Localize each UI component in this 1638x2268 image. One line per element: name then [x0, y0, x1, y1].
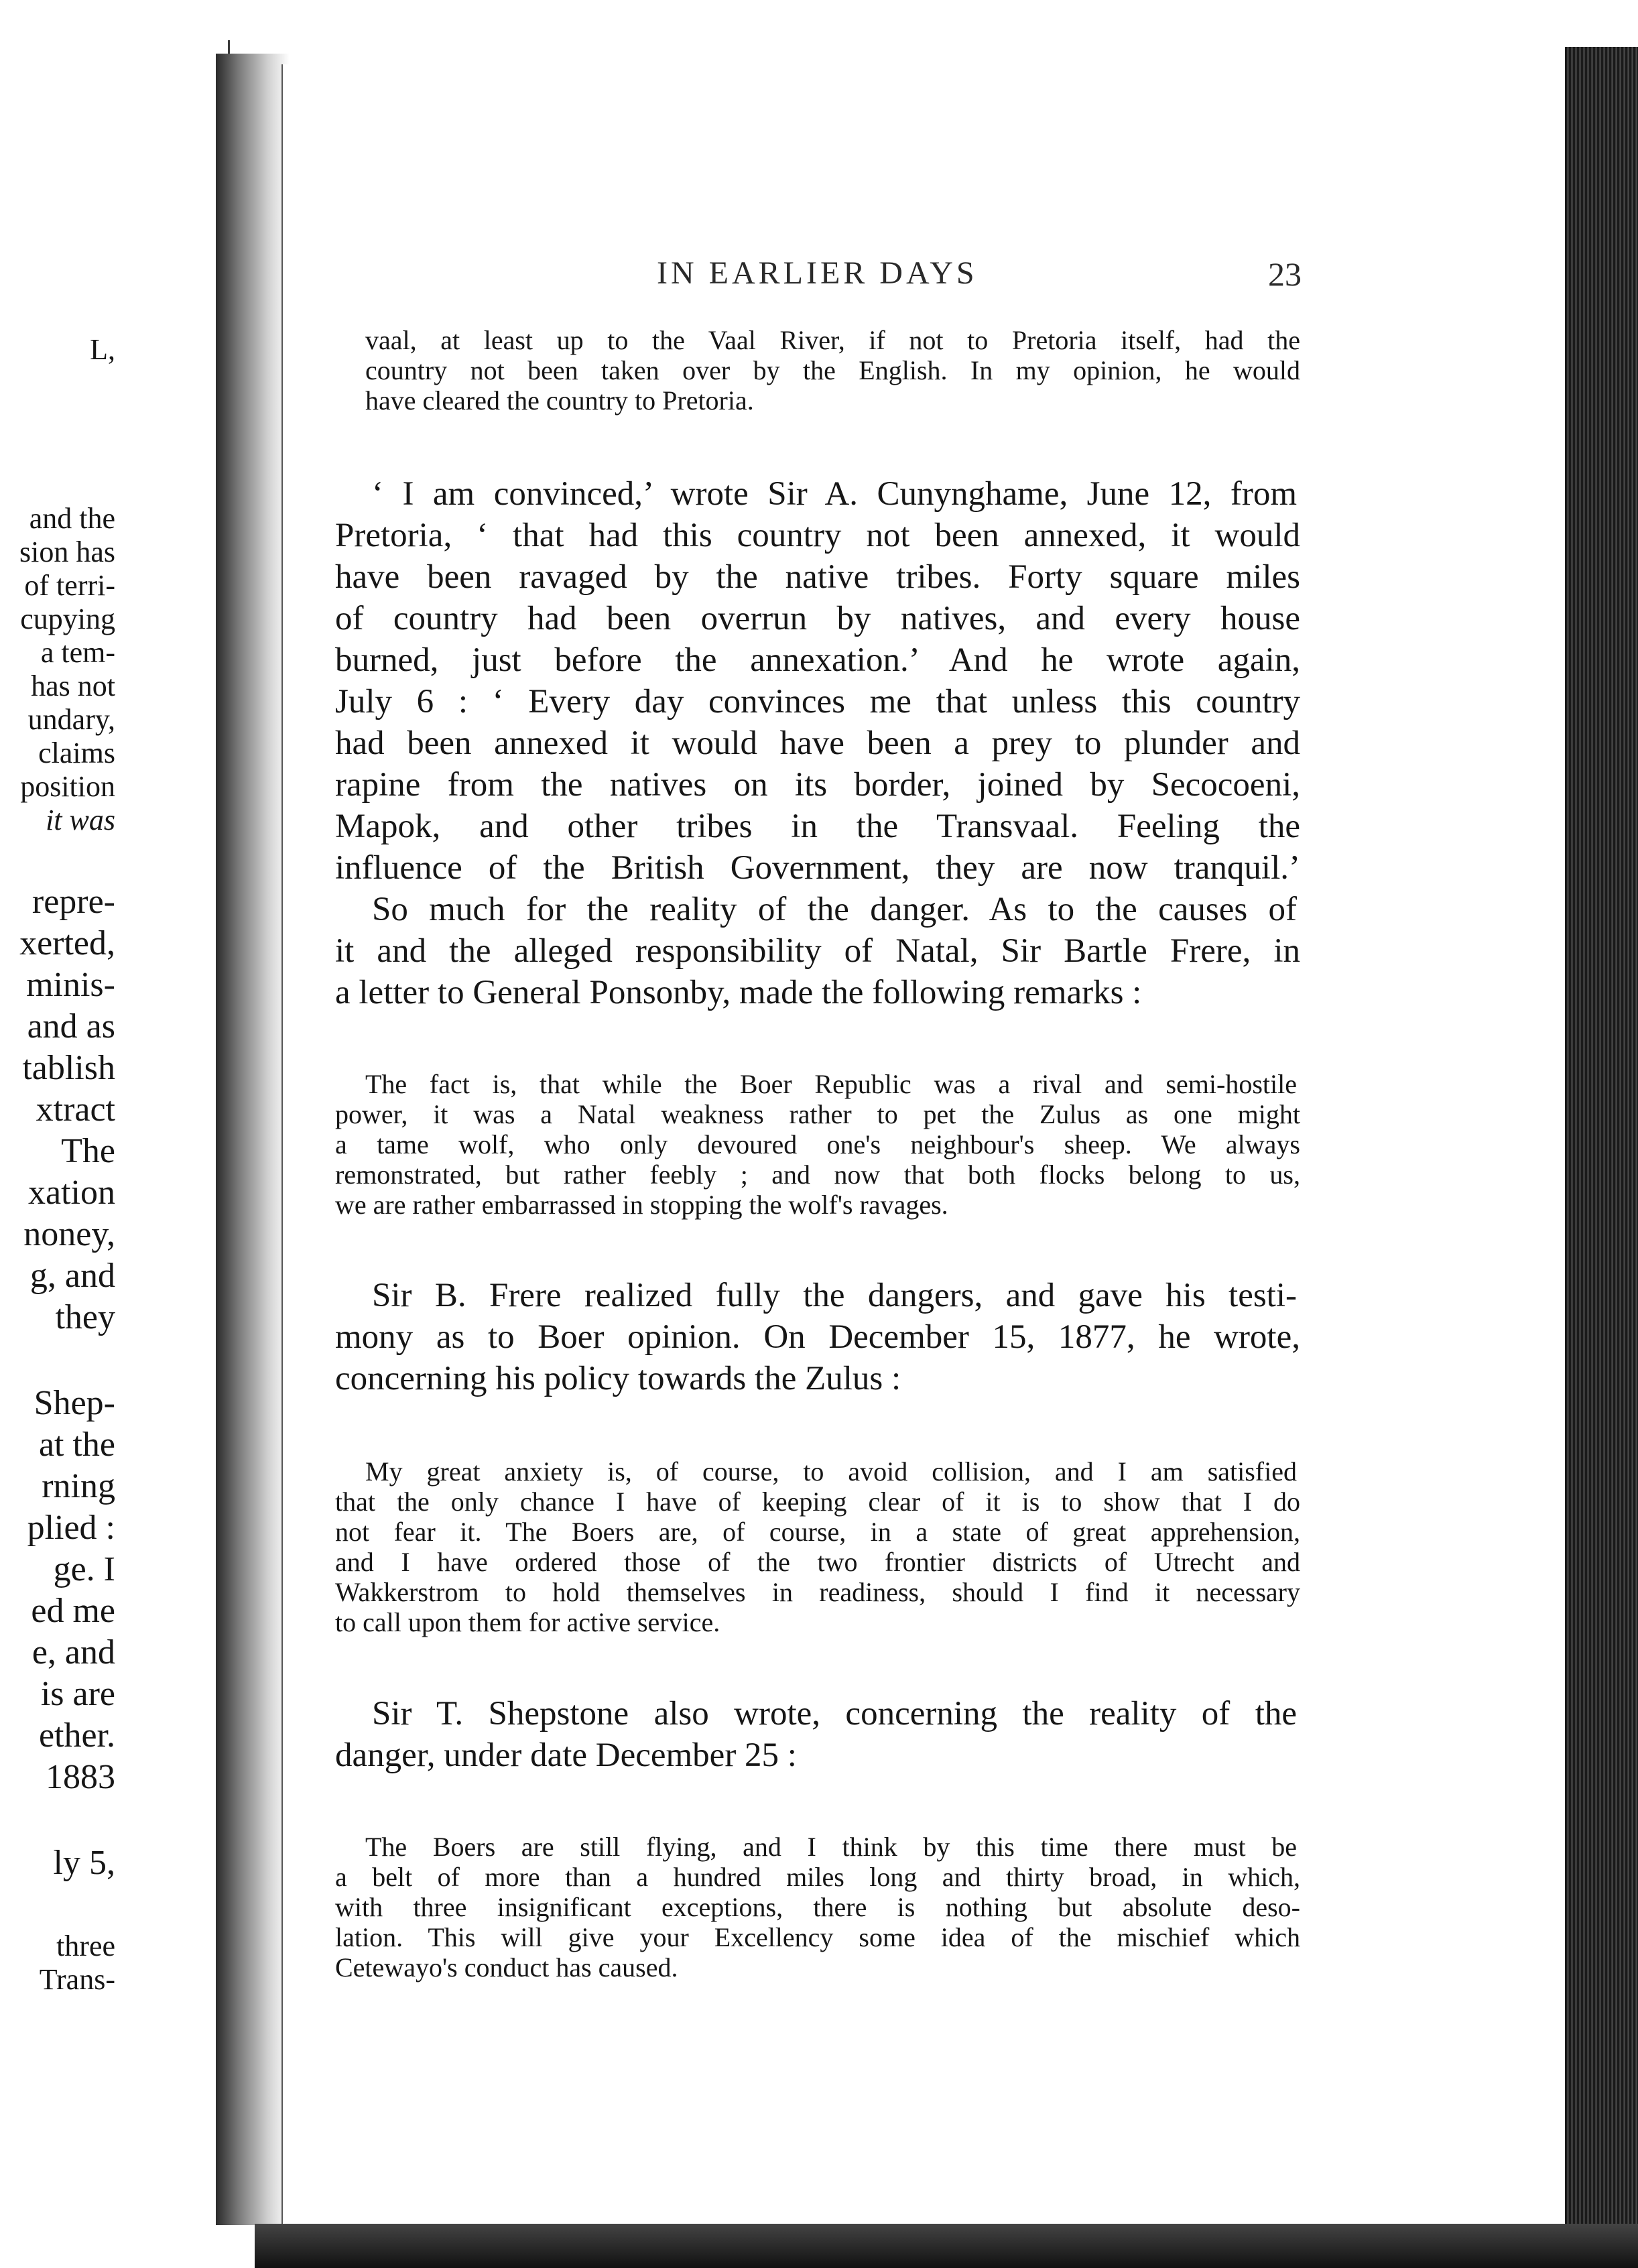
left-page-line: plied : [27, 1509, 115, 1547]
left-page-line: Shep- [34, 1384, 115, 1422]
paragraph-line: of country had been overrun by natives, and every house [335, 600, 1300, 637]
left-page-line: xation [28, 1174, 115, 1212]
left-page-line: of terri- [24, 569, 115, 602]
left-page-line: at the [38, 1426, 115, 1464]
extract-line: The fact is, that while the Boer Republic was a rival and semi-hostile [365, 1069, 1297, 1099]
left-page-line: claims [38, 737, 115, 769]
left-page-line: position [20, 770, 115, 803]
extract-line: we are rather embarrassed in stopping the wolf's ravages. [335, 1190, 948, 1220]
paragraph-line: Sir T. Shepstone also wrote, concerning the reality of the [372, 1695, 1297, 1732]
left-page-line: cupying [20, 603, 115, 635]
paragraph-line: concerning his policy towards the Zulus : [335, 1360, 901, 1397]
extract-line: a tame wolf, who only devoured one's neighbour's sheep. We always [335, 1129, 1300, 1159]
left-page-line: ed me [31, 1592, 115, 1630]
left-page-line: e, and [32, 1633, 115, 1672]
paragraph-line: a letter to General Ponsonby, made the following remarks : [335, 974, 1142, 1011]
left-page-line: Trans- [39, 1963, 115, 1996]
extract-line: lation. This will give your Excellency some idea of the mischief which [335, 1922, 1300, 1952]
left-page-line: xtract [36, 1090, 115, 1129]
left-page-line: 1883 [46, 1758, 115, 1796]
opening-extract-line: country not been taken over by the English. In my opinion, he would [365, 355, 1300, 385]
left-page-line: and the [29, 502, 115, 535]
paragraph-line: Pretoria, ‘ that had this country not been annexed, it would [335, 517, 1300, 554]
left-page-line: is are [40, 1675, 115, 1713]
opening-extract-line: vaal, at least up to the Vaal River, if not to Pretoria itself, had the [365, 325, 1300, 355]
extract-line: not fear it. The Boers are, of course, in a state of great apprehension, [335, 1517, 1300, 1547]
paragraph-line: it and the alleged responsibility of Natal, Sir Bartle Frere, in [335, 932, 1300, 970]
left-page-line: ether. [38, 1716, 115, 1755]
extract-line: The Boers are still flying, and I think by this time there must be [365, 1832, 1297, 1862]
paragraph-line: danger, under date December 25 : [335, 1737, 797, 1774]
left-page-line: rning [42, 1467, 115, 1505]
extract-line: and I have ordered those of the two frontier districts of Utrecht and [335, 1547, 1300, 1577]
left-page-line: minis- [26, 966, 115, 1004]
left-page-line: The [61, 1132, 115, 1170]
paragraph-line: July 6 : ‘ Every day convinces me that unless this country [335, 683, 1300, 720]
left-page-line: L, [90, 333, 115, 366]
extract-line: Wakkerstrom to hold themselves in readiness, should I find it necessary [335, 1577, 1300, 1607]
paragraph-line: influence of the British Government, they are now tranquil.’ [335, 849, 1300, 887]
left-page-line: they [55, 1298, 115, 1336]
paragraph-line: Mapok, and other tribes in the Transvaal. Feeling the [335, 808, 1300, 845]
left-page-line: has not [31, 670, 115, 702]
paragraph-line: Sir B. Frere realized fully the dangers, and gave his testi- [372, 1277, 1297, 1314]
extract-line: My great anxiety is, of course, to avoid collision, and I am satisfied [365, 1456, 1297, 1487]
extract-line: Cetewayo's conduct has caused. [335, 1952, 678, 1982]
left-page-line: three [56, 1930, 115, 1962]
extract-line: with three insignificant exceptions, there is nothing but absolute deso- [335, 1892, 1300, 1922]
left-page-line: and as [27, 1007, 115, 1046]
left-page-line: ge. I [53, 1550, 115, 1588]
extract-line: power, it was a Natal weakness rather to pet the Zulus as one might [335, 1099, 1300, 1129]
extract-line: to call upon them for active service. [335, 1607, 720, 1637]
left-page-line: sion has [19, 536, 115, 568]
book-page-edges [1565, 47, 1638, 2232]
paragraph-line: had been annexed it would have been a prey to plunder and [335, 724, 1300, 762]
left-page-line: undary, [27, 703, 115, 736]
left-page-line: it was [46, 804, 115, 836]
left-page-line: ly 5, [53, 1844, 115, 1882]
paragraph-line: mony as to Boer opinion. On December 15, 1877, he wrote, [335, 1318, 1300, 1356]
running-title: IN EARLIER DAYS [657, 255, 978, 291]
left-page-line: repre- [32, 883, 115, 921]
paragraph-line: have been ravaged by the native tribes. Forty square miles [335, 558, 1300, 596]
bottom-shadow [255, 2224, 1638, 2268]
paragraph-line: ‘ I am convinced,’ wrote Sir A. Cunynghame, June 12, from [372, 475, 1297, 513]
opening-extract-line: have cleared the country to Pretoria. [365, 385, 754, 416]
paragraph-line: rapine from the natives on its border, joined by Secocoeni, [335, 766, 1300, 804]
extract-line: a belt of more than a hundred miles long and thirty broad, in which, [335, 1862, 1300, 1892]
left-facing-page [0, 40, 230, 2218]
left-page-line: noney, [23, 1215, 115, 1253]
paragraph-line: So much for the reality of the danger. As to the causes of [372, 891, 1297, 928]
paragraph-line: burned, just before the annexation.’ And he wrote again, [335, 641, 1300, 679]
extract-line: that the only chance I have of keeping clear of it is to show that I do [335, 1487, 1300, 1517]
left-page-line: g, and [29, 1257, 115, 1295]
extract-line: remonstrated, but rather feebly ; and now that both flocks belong to us, [335, 1159, 1300, 1190]
left-page-line: xerted, [19, 924, 115, 962]
left-page-line: tablish [22, 1049, 115, 1087]
page-gutter-shadow [216, 54, 290, 2225]
page-number: 23 [1268, 255, 1302, 293]
left-page-line: a tem- [40, 636, 115, 669]
